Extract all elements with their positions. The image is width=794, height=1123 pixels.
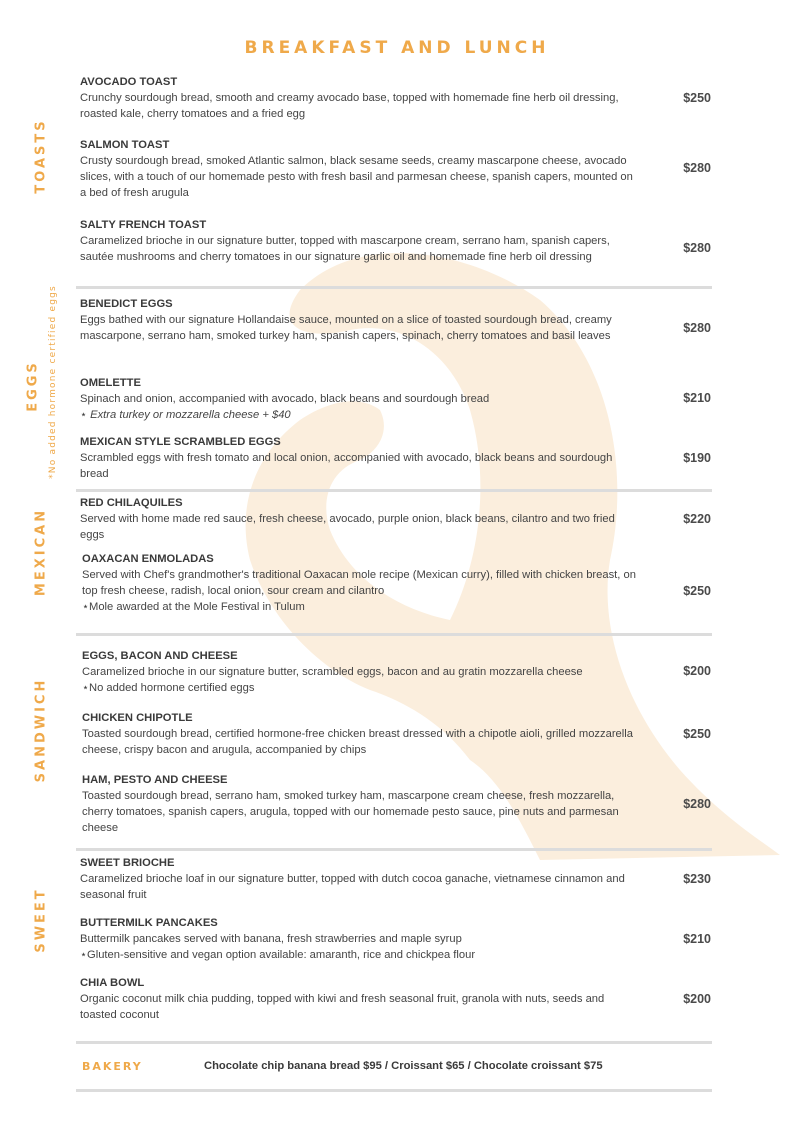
- item-name: SALMON TOAST: [80, 139, 170, 151]
- item-name: BENEDICT EGGS: [80, 298, 173, 310]
- item-name: CHIA BOWL: [80, 977, 145, 989]
- item-note: ⋆No added hormone certified eggs: [82, 682, 255, 694]
- item-description: Caramelized brioche in our signature butter, scrambled eggs, bacon and au gratin mozzarella cheese: [82, 666, 583, 678]
- menu-item-ham-pesto-and-cheese: [82, 772, 642, 836]
- item-price: $200: [683, 664, 711, 678]
- item-price: $230: [683, 872, 711, 886]
- item-description: Eggs bathed with our signature Hollandaise sauce, mounted on a slice of toasted sourdough bread, creamy mascarpone, serrano ham, smoked turkey ham, spanish capers, spinach, cherry tomatoes and basil leaves: [80, 314, 612, 342]
- bakery-items: Chocolate chip banana bread $95 / Croissant $65 / Chocolate croissant $75: [204, 1060, 603, 1072]
- item-price: $250: [683, 91, 711, 105]
- item-name: CHICKEN CHIPOTLE: [82, 712, 193, 724]
- item-price: $250: [683, 727, 711, 741]
- section-divider: [76, 489, 712, 492]
- section-label-toasts: TOASTS: [33, 118, 49, 194]
- item-name: EGGS, BACON AND CHEESE: [82, 650, 238, 662]
- item-price: $220: [683, 512, 711, 526]
- section-divider: [76, 848, 712, 851]
- item-note: ⋆Mole awarded at the Mole Festival in Tulum: [82, 601, 305, 613]
- item-description: Crusty sourdough bread, smoked Atlantic salmon, black sesame seeds, creamy mascarpone cheese, avocado slices, with a touch of our homemade pesto with fresh basil and parmesan cheese, spanish capers, mounted on a bed of fresh arugula: [80, 155, 633, 199]
- section-divider: [76, 633, 712, 636]
- item-price: $280: [683, 241, 711, 255]
- menu-item-oaxacan-enmoladas: [82, 551, 642, 615]
- menu-item-eggs-bacon-and-cheese: [82, 648, 642, 696]
- item-price: $280: [683, 797, 711, 811]
- item-description: Caramelized brioche loaf in our signature butter, topped with dutch cocoa ganache, vietnamese cinnamon and seasonal fruit: [80, 873, 625, 901]
- section-label-sweet: SWEET: [33, 887, 49, 953]
- item-price: $200: [683, 992, 711, 1006]
- item-price: $210: [683, 391, 711, 405]
- item-description: Spinach and onion, accompanied with avocado, black beans and sourdough bread: [80, 393, 490, 405]
- item-description: Toasted sourdough bread, serrano ham, smoked turkey ham, mascarpone cream cheese, fresh mozzarella, cherry tomatoes, spanish capers, arugula, topped with our homemade pesto sauce, pine nuts and parmesan cheese: [82, 790, 619, 834]
- menu-item-avocado-toast: [80, 74, 640, 122]
- menu-item-benedict-eggs: [80, 296, 640, 344]
- item-description: Served with Chef's grandmother's traditional Oaxacan mole recipe (Mexican curry), filled with chicken breast, on top fresh cheese, radish, local onion, sour cream and cilantro: [82, 569, 636, 597]
- item-name: OMELETTE: [80, 377, 141, 389]
- menu-item-sweet-brioche: [80, 855, 640, 903]
- item-name: BUTTERMILK PANCAKES: [80, 917, 218, 929]
- item-price: $280: [683, 321, 711, 335]
- item-price: $280: [683, 161, 711, 175]
- item-note: ⋆Gluten-sensitive and vegan option available: amaranth, rice and chickpea flour: [80, 949, 476, 961]
- item-description: Buttermilk pancakes served with banana, fresh strawberries and maple syrup: [80, 933, 462, 945]
- menu-item-red-chilaquiles: [80, 495, 640, 543]
- menu-item-chicken-chipotle: [82, 710, 642, 758]
- item-note: ⋆ Extra turkey or mozzarella cheese + $40: [80, 409, 291, 421]
- item-description: Served with home made red sauce, fresh cheese, avocado, purple onion, black beans, cilantro and two fried eggs: [80, 513, 615, 541]
- item-price: $190: [683, 451, 711, 465]
- section-label-eggs: EGGS: [25, 360, 41, 412]
- menu-item-chia-bowl: [80, 975, 640, 1023]
- item-name: RED CHILAQUILES: [80, 497, 183, 509]
- menu-item-salmon-toast: [80, 137, 640, 201]
- item-description: Organic coconut milk chia pudding, topped with kiwi and fresh seasonal fruit, granola with nuts, seeds and toasted coconut: [80, 993, 605, 1021]
- menu-item-omelette: [80, 375, 640, 423]
- item-name: HAM, PESTO AND CHEESE: [82, 774, 228, 786]
- item-description: Toasted sourdough bread, certified hormone-free chicken breast dressed with a chipotle aioli, grilled mozzarella cheese, crispy bacon and arugula, accompanied by chips: [82, 728, 633, 756]
- item-description: Crunchy sourdough bread, smooth and creamy avocado base, topped with homemade fine herb oil dressing, roasted kale, cherry tomatoes and a fried egg: [80, 92, 619, 120]
- menu-item-mexican-style-scrambled-eggs: [80, 434, 640, 482]
- menu-item-buttermilk-pancakes: [80, 915, 640, 963]
- menu-title: BREAKFAST AND LUNCH: [244, 38, 550, 58]
- item-name: SWEET BRIOCHE: [80, 857, 175, 869]
- item-name: AVOCADO TOAST: [80, 76, 178, 88]
- item-price: $210: [683, 932, 711, 946]
- footer-divider: [76, 1089, 712, 1092]
- section-label-sandwich: SANDWICH: [33, 677, 49, 783]
- section-label-mexican: MEXICAN: [33, 507, 49, 597]
- eggs-hormone-note: *No added hormone certified eggs: [48, 285, 58, 479]
- menu-item-salty-french-toast: [80, 217, 640, 265]
- item-description: Scrambled eggs with fresh tomato and local onion, accompanied with avocado, black beans and sourdough bread: [80, 452, 613, 480]
- item-description: Caramelized brioche in our signature butter, topped with mascarpone cream, serrano ham, spanish capers, sautée mushrooms and cherry tomatoes in our signature garlic oil and homemade fine herb oil dressing: [80, 235, 610, 263]
- item-name: MEXICAN STYLE SCRAMBLED EGGS: [80, 436, 281, 448]
- section-divider: [76, 1041, 712, 1044]
- item-price: $250: [683, 584, 711, 598]
- item-name: SALTY FRENCH TOAST: [80, 219, 207, 231]
- section-divider: [76, 286, 712, 289]
- item-name: OAXACAN ENMOLADAS: [82, 553, 214, 565]
- bakery-label: BAKERY: [82, 1060, 143, 1073]
